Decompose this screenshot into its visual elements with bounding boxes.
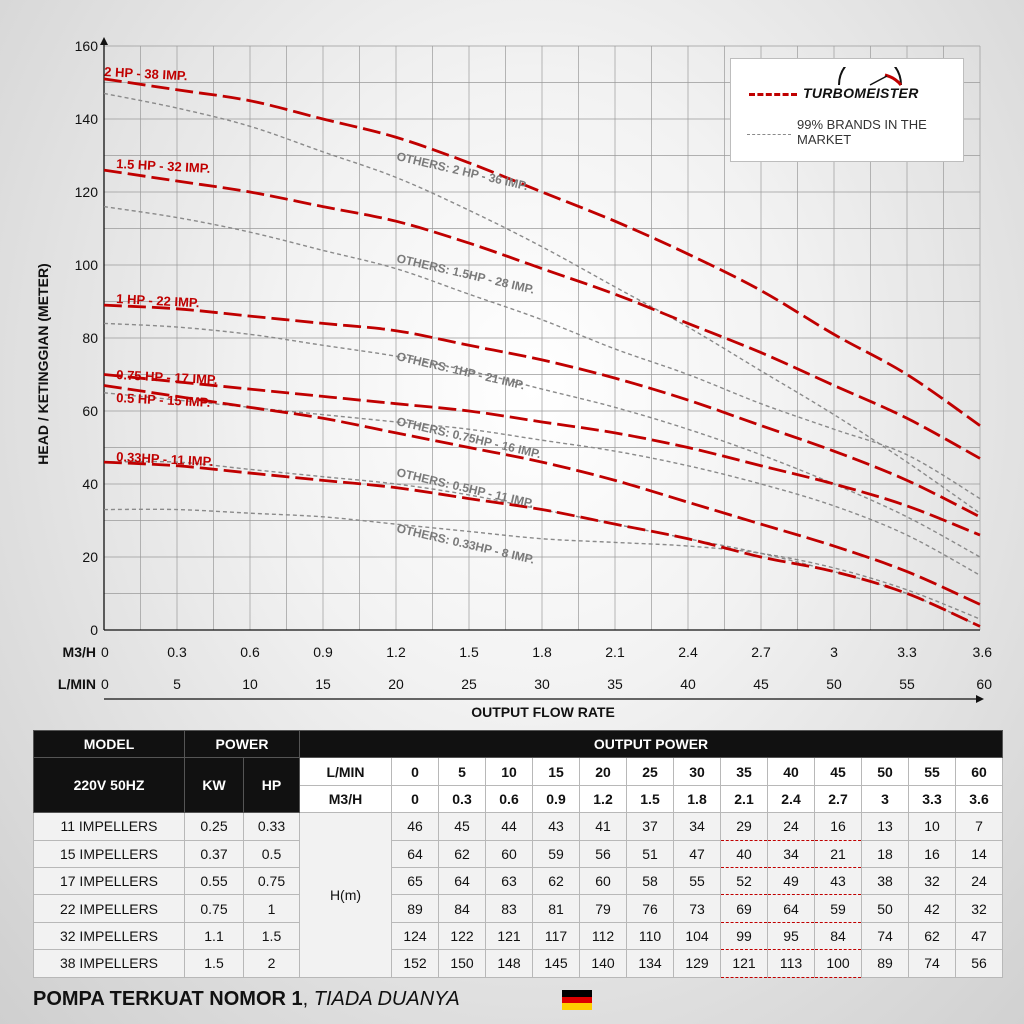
lmin-cell: 15 (533, 758, 580, 785)
head-value-cell: 74 (862, 922, 909, 949)
head-value-cell: 37 (627, 813, 674, 840)
head-label-cell: H(m) (300, 813, 392, 977)
turbomeister-series-label: 0.75 HP - 17 IMP. (115, 367, 218, 388)
output-power-table (33, 730, 1003, 978)
head-value-cell: 18 (862, 840, 909, 867)
table-header-row (34, 731, 1003, 758)
hp-cell: 1.5 (244, 922, 300, 949)
head-value-cell: 84 (439, 895, 486, 922)
kw-header: KW (185, 758, 244, 813)
x-tick-label: 35 (607, 676, 623, 692)
head-value-cell: 62 (909, 922, 956, 949)
head-value-cell: 150 (439, 950, 486, 977)
head-value-cell: 47 (674, 840, 721, 867)
y-tick-label: 140 (74, 111, 98, 127)
table-row (34, 922, 1003, 949)
others-series-label: OTHERS: 0.75HP - 16 IMP. (395, 414, 543, 462)
head-value-cell: 122 (439, 922, 486, 949)
head-value-cell: 79 (580, 895, 627, 922)
head-value-cell: 84 (815, 922, 862, 949)
head-value-cell: 21 (815, 840, 862, 867)
lmin-cell: 30 (674, 758, 721, 785)
lmin-cell: 35 (721, 758, 768, 785)
head-value-cell: 81 (533, 895, 580, 922)
x-axis-label: OUTPUT FLOW RATE (471, 704, 615, 720)
y-tick-label: 20 (82, 549, 98, 565)
x-tick-label: 30 (534, 676, 550, 692)
head-value-cell: 148 (486, 950, 533, 977)
head-value-cell: 99 (721, 922, 768, 949)
table-row (34, 840, 1003, 867)
m3h-cell: 0 (392, 785, 439, 812)
head-value-cell: 34 (768, 840, 815, 867)
head-value-cell: 10 (909, 813, 956, 840)
head-value-cell: 63 (486, 867, 533, 894)
head-value-cell: 104 (674, 922, 721, 949)
head-value-cell: 134 (627, 950, 674, 977)
model-cell: 22 IMPELLERS (34, 895, 185, 922)
head-value-cell: 58 (627, 867, 674, 894)
x-tick-label: 20 (388, 676, 404, 692)
lmin-cell: 50 (862, 758, 909, 785)
table-row (34, 813, 1003, 840)
head-value-cell: 24 (768, 813, 815, 840)
head-value-cell: 64 (768, 895, 815, 922)
head-value-cell: 13 (862, 813, 909, 840)
head-value-cell: 7 (956, 813, 1003, 840)
m3h-cell: 0.3 (439, 785, 486, 812)
m3h-label: M3/H (300, 785, 392, 812)
head-value-cell: 43 (815, 867, 862, 894)
head-value-cell: 60 (580, 867, 627, 894)
head-value-cell: 124 (392, 922, 439, 949)
x-tick-label: 60 (976, 676, 992, 692)
head-value-cell: 41 (580, 813, 627, 840)
kw-cell: 0.25 (185, 813, 244, 840)
m3h-cell: 1.8 (674, 785, 721, 812)
y-tick-label: 100 (74, 257, 98, 273)
others-series-label: OTHERS: 0.33HP - 8 IMP. (395, 521, 536, 567)
head-value-cell: 60 (486, 840, 533, 867)
kw-cell: 1.5 (185, 950, 244, 977)
table-row (34, 895, 1003, 922)
m3h-cell: 1.5 (627, 785, 674, 812)
others-series-label: OTHERS: 0.5HP - 11 IMP. (395, 465, 536, 511)
x-axis-row-label: L/MIN (57, 676, 96, 692)
y-tick-label: 80 (82, 330, 98, 346)
turbomeister-series-label: 1.5 HP - 32 IMP. (115, 156, 211, 176)
head-value-cell: 47 (956, 922, 1003, 949)
m3h-cell: 1.2 (580, 785, 627, 812)
head-value-cell: 74 (909, 950, 956, 977)
y-tick-label: 0 (90, 622, 98, 638)
head-value-cell: 34 (674, 813, 721, 840)
hp-cell: 2 (244, 950, 300, 977)
head-value-cell: 14 (956, 840, 1003, 867)
x-tick-label: 3.6 (972, 644, 992, 660)
head-value-cell: 62 (439, 840, 486, 867)
kw-cell: 0.75 (185, 895, 244, 922)
model-cell: 32 IMPELLERS (34, 922, 185, 949)
x-tick-label: 0 (101, 644, 109, 660)
head-value-cell: 76 (627, 895, 674, 922)
head-value-cell: 113 (768, 950, 815, 977)
header-model: MODEL (34, 731, 185, 758)
x-tick-label: 0.9 (313, 644, 333, 660)
y-tick-label: 40 (82, 476, 98, 492)
head-value-cell: 24 (956, 867, 1003, 894)
head-value-cell: 140 (580, 950, 627, 977)
head-value-cell: 16 (815, 813, 862, 840)
model-cell: 17 IMPELLERS (34, 867, 185, 894)
model-cell: 15 IMPELLERS (34, 840, 185, 867)
hp-cell: 0.75 (244, 867, 300, 894)
y-tick-label: 60 (82, 403, 98, 419)
head-value-cell: 62 (533, 867, 580, 894)
turbomeister-series-label: 1 HP - 22 IMP. (115, 291, 200, 311)
head-value-cell: 40 (721, 840, 768, 867)
x-axis-row-label: M3/H (62, 644, 96, 660)
head-value-cell: 43 (533, 813, 580, 840)
lmin-cell: 55 (909, 758, 956, 785)
m3h-cell: 0.9 (533, 785, 580, 812)
legend-turbomeister-swatch (749, 93, 797, 96)
x-tick-label: 1.5 (459, 644, 479, 660)
x-tick-label: 25 (461, 676, 477, 692)
flag-stripe-black (562, 990, 592, 997)
chart-legend (730, 58, 964, 162)
m3h-cell: 0.6 (486, 785, 533, 812)
x-tick-label: 2.4 (678, 644, 698, 660)
head-value-cell: 64 (392, 840, 439, 867)
german-flag-icon (562, 990, 592, 1010)
lmin-cell: 45 (815, 758, 862, 785)
others-series-label: OTHERS: 1.5HP - 28 IMP. (395, 251, 536, 297)
head-value-cell: 59 (533, 840, 580, 867)
voltage-cell: 220V 50HZ (34, 758, 185, 813)
m3h-cell: 2.4 (768, 785, 815, 812)
flow-arrow-head (976, 695, 984, 703)
head-value-cell: 46 (392, 813, 439, 840)
x-tick-label: 5 (173, 676, 181, 692)
legend-others-label: 99% BRANDS IN THE MARKET (797, 117, 927, 147)
x-tick-label: 3.3 (897, 644, 917, 660)
lmin-cell: 20 (580, 758, 627, 785)
head-value-cell: 121 (721, 950, 768, 977)
head-value-cell: 56 (956, 950, 1003, 977)
head-value-cell: 110 (627, 922, 674, 949)
x-tick-label: 10 (242, 676, 258, 692)
x-tick-label: 2.1 (605, 644, 625, 660)
kw-cell: 0.37 (185, 840, 244, 867)
head-value-cell: 145 (533, 950, 580, 977)
head-value-cell: 89 (392, 895, 439, 922)
header-power: POWER (185, 731, 300, 758)
x-tick-label: 1.2 (386, 644, 406, 660)
head-value-cell: 45 (439, 813, 486, 840)
tagline-italic: TIADA DUANYA (313, 988, 460, 1010)
flag-stripe-red (562, 997, 592, 1004)
lmin-cell: 5 (439, 758, 486, 785)
head-value-cell: 69 (721, 895, 768, 922)
legend-turbomeister-label: TURBOMEISTER (803, 85, 919, 101)
others-series-label: OTHERS: 2 HP - 36 IMP. (395, 149, 530, 194)
head-value-cell: 52 (721, 867, 768, 894)
m3h-cell: 2.1 (721, 785, 768, 812)
y-axis-label: HEAD / KETINGGIAN (METER) (35, 263, 51, 465)
table-row (34, 950, 1003, 977)
tagline-separator: , (302, 988, 314, 1010)
x-tick-label: 0.3 (167, 644, 187, 660)
head-value-cell: 129 (674, 950, 721, 977)
x-tick-label: 2.7 (751, 644, 771, 660)
lmin-cell: 40 (768, 758, 815, 785)
head-value-cell: 44 (486, 813, 533, 840)
turbomeister-series-label: 0.5 HP - 15 IMP. (115, 390, 211, 410)
head-value-cell: 42 (909, 895, 956, 922)
table-row (34, 867, 1003, 894)
m3h-cell: 2.7 (815, 785, 862, 812)
hp-cell: 1 (244, 895, 300, 922)
x-tick-label: 45 (753, 676, 769, 692)
kw-cell: 0.55 (185, 867, 244, 894)
head-value-cell: 29 (721, 813, 768, 840)
head-value-cell: 16 (909, 840, 956, 867)
m3h-cell: 3 (862, 785, 909, 812)
head-value-cell: 59 (815, 895, 862, 922)
head-value-cell: 64 (439, 867, 486, 894)
kw-cell: 1.1 (185, 922, 244, 949)
x-tick-label: 1.8 (532, 644, 552, 660)
hp-cell: 0.33 (244, 813, 300, 840)
head-value-cell: 65 (392, 867, 439, 894)
head-value-cell: 95 (768, 922, 815, 949)
y-tick-label: 120 (74, 184, 98, 200)
head-value-cell: 121 (486, 922, 533, 949)
head-value-cell: 56 (580, 840, 627, 867)
legend-others-swatch (747, 134, 791, 135)
head-value-cell: 50 (862, 895, 909, 922)
speedometer-logo-icon (835, 67, 905, 87)
lmin-label: L/MIN (300, 758, 392, 785)
model-cell: 11 IMPELLERS (34, 813, 185, 840)
x-tick-label: 15 (315, 676, 331, 692)
hp-cell: 0.5 (244, 840, 300, 867)
others-series-label: OTHERS: 1HP - 21 IMP. (395, 349, 527, 393)
head-value-cell: 152 (392, 950, 439, 977)
head-value-cell: 112 (580, 922, 627, 949)
head-value-cell: 83 (486, 895, 533, 922)
flag-stripe-gold (562, 1003, 592, 1010)
lmin-cell: 0 (392, 758, 439, 785)
hp-header: HP (244, 758, 300, 813)
table-lmin-row (34, 758, 1003, 785)
head-value-cell: 89 (862, 950, 909, 977)
x-tick-label: 3 (830, 644, 838, 660)
tagline-bold: POMPA TERKUAT NOMOR 1 (33, 988, 303, 1010)
x-tick-label: 0.6 (240, 644, 260, 660)
head-value-cell: 38 (862, 867, 909, 894)
y-tick-label: 160 (74, 38, 98, 54)
x-tick-label: 40 (680, 676, 696, 692)
x-tick-label: 0 (101, 676, 109, 692)
head-value-cell: 51 (627, 840, 674, 867)
turbomeister-series-label: 0.33HP - 11 IMP. (115, 449, 214, 470)
lmin-cell: 10 (486, 758, 533, 785)
y-axis-arrow (100, 37, 108, 45)
m3h-cell: 3.3 (909, 785, 956, 812)
turbomeister-series-label: 2 HP - 38 IMP. (103, 64, 188, 84)
m3h-cell: 3.6 (956, 785, 1003, 812)
head-value-cell: 117 (533, 922, 580, 949)
lmin-cell: 25 (627, 758, 674, 785)
footer-tagline (33, 988, 460, 1011)
head-value-cell: 100 (815, 950, 862, 977)
x-tick-label: 55 (899, 676, 915, 692)
head-value-cell: 55 (674, 867, 721, 894)
lmin-cell: 60 (956, 758, 1003, 785)
model-cell: 38 IMPELLERS (34, 950, 185, 977)
head-value-cell: 73 (674, 895, 721, 922)
head-value-cell: 49 (768, 867, 815, 894)
header-output-power: OUTPUT POWER (300, 731, 1003, 758)
x-tick-label: 50 (826, 676, 842, 692)
head-value-cell: 32 (956, 895, 1003, 922)
head-value-cell: 32 (909, 867, 956, 894)
